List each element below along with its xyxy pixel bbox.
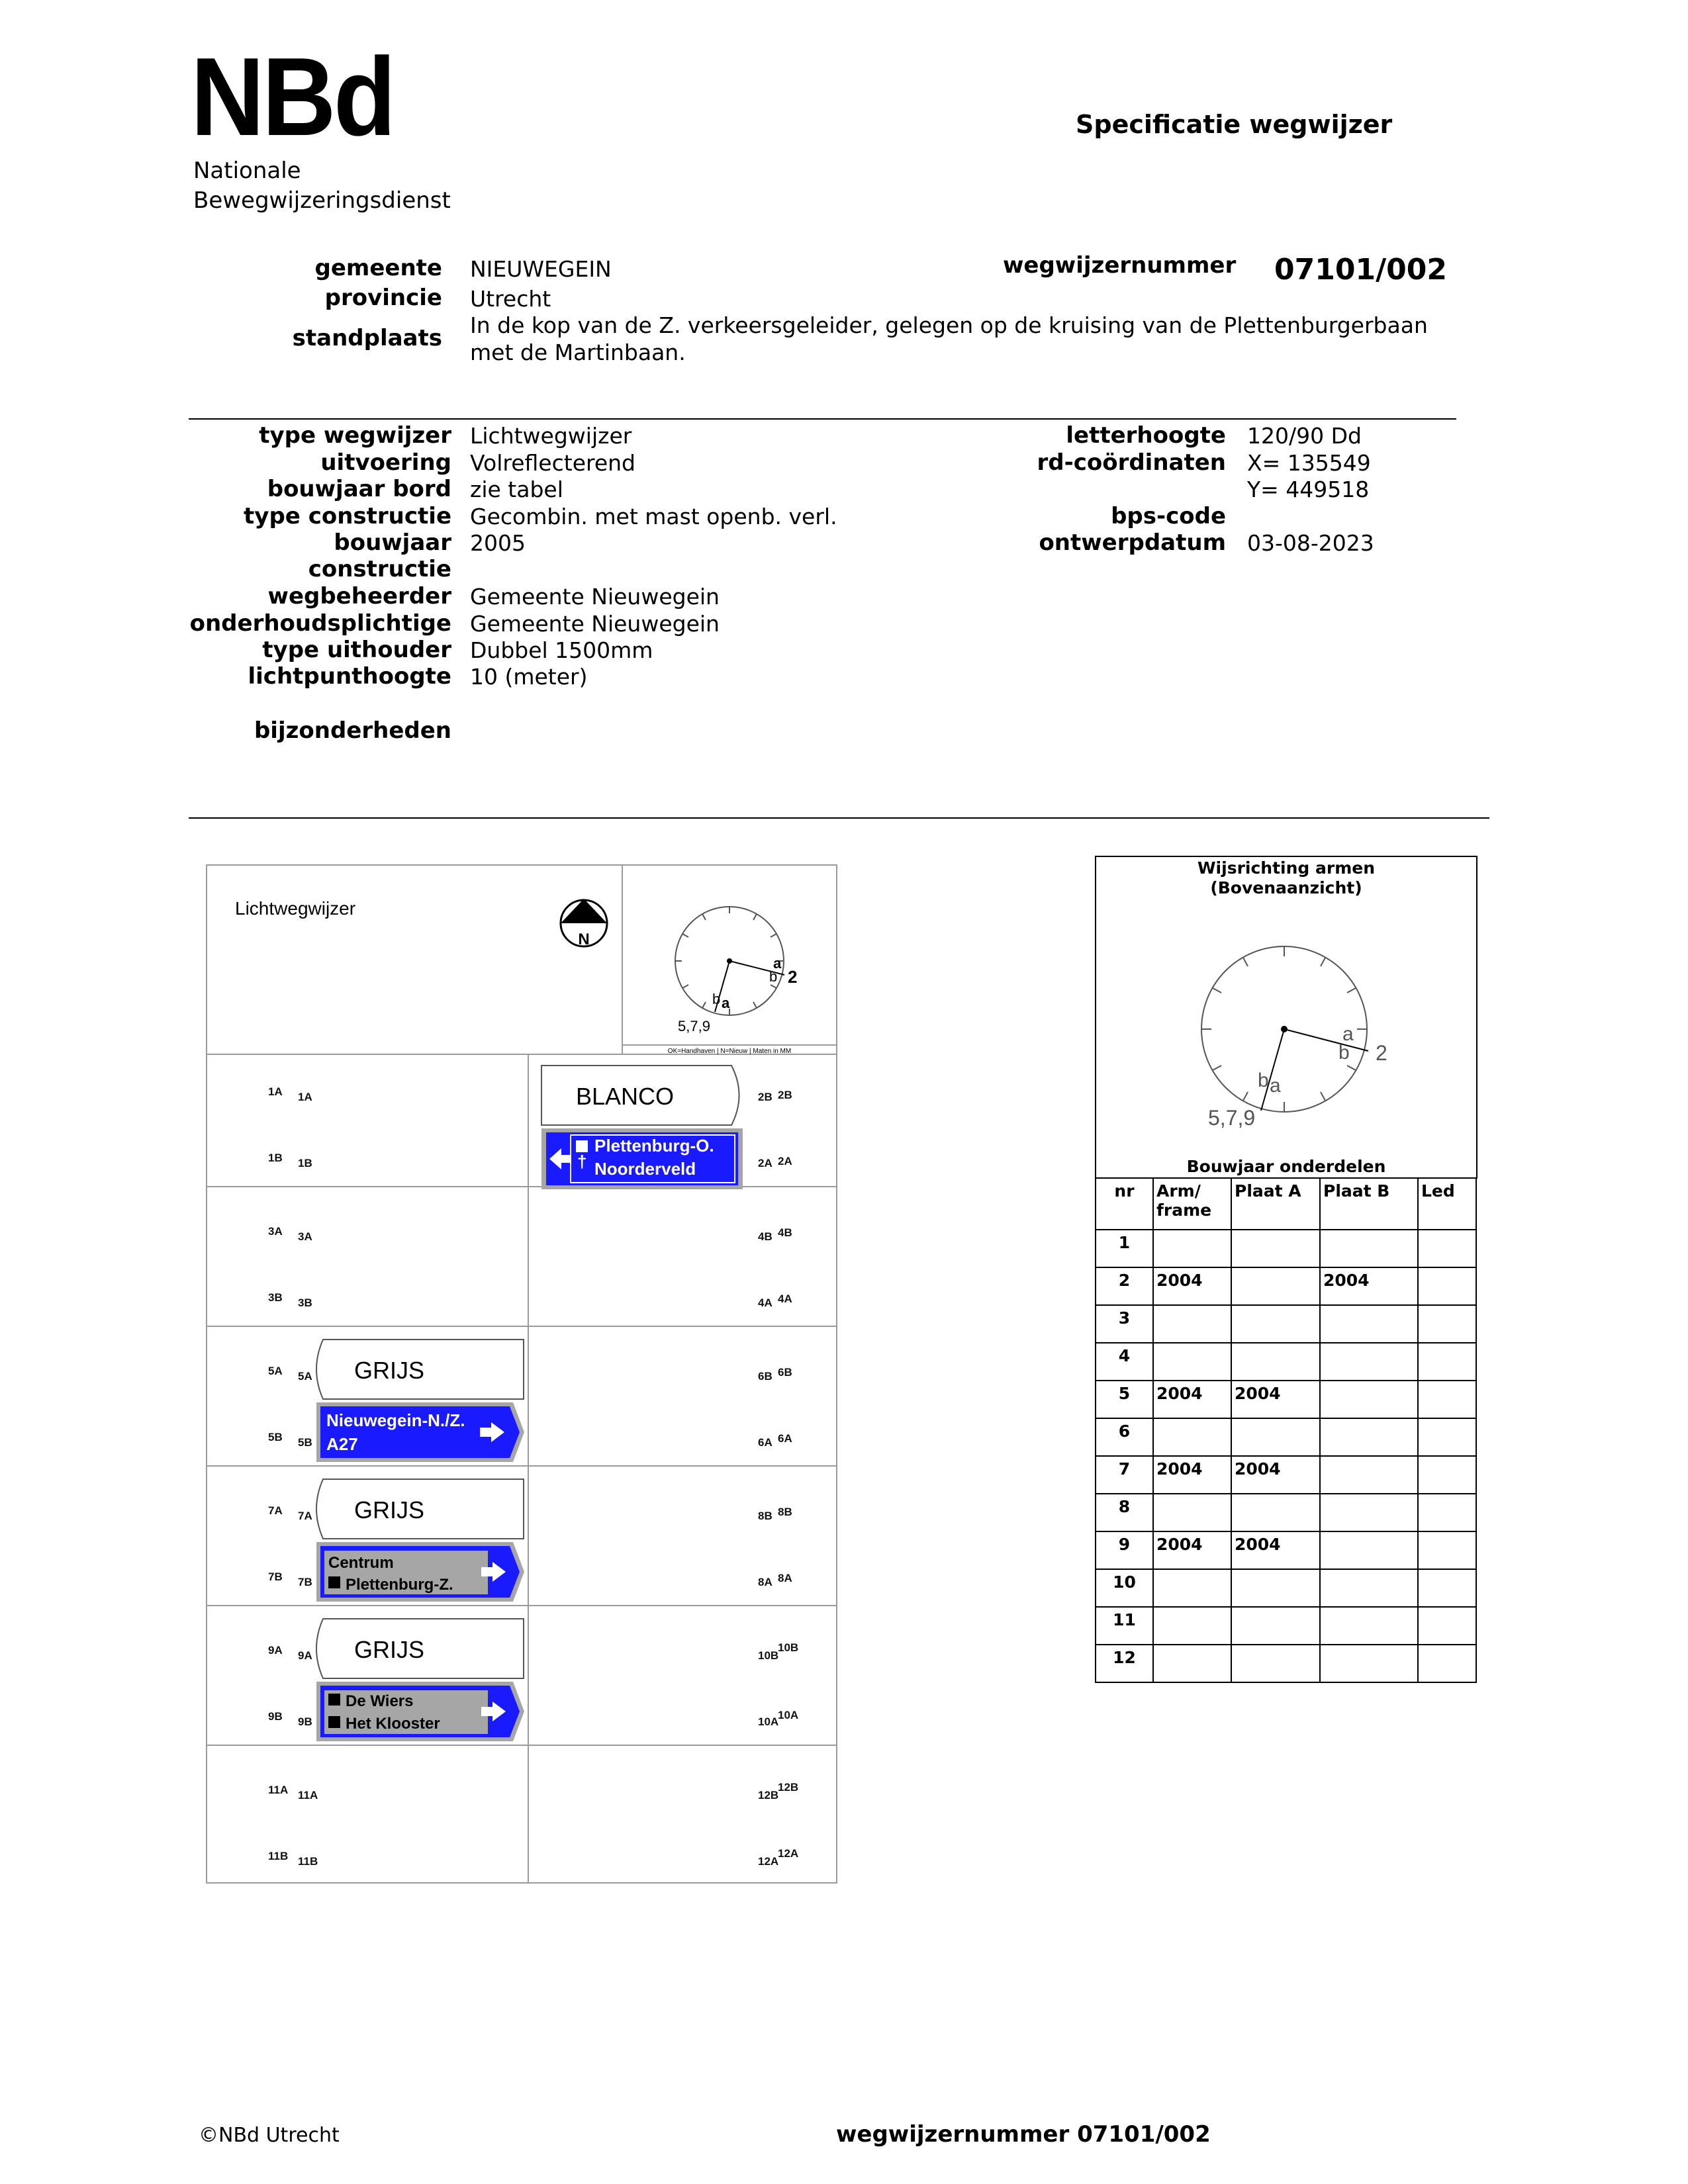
sign-7b xyxy=(316,1542,524,1602)
header-led: Led xyxy=(1418,1178,1476,1230)
city-icon xyxy=(328,1576,340,1588)
svg-text:10A: 10A xyxy=(758,1715,779,1728)
rd-coordinaten-label: rd-coördinaten xyxy=(1037,449,1226,476)
svg-text:8B: 8B xyxy=(758,1510,773,1522)
svg-text:8A: 8A xyxy=(778,1572,792,1584)
svg-text:5,7,9: 5,7,9 xyxy=(678,1018,710,1034)
svg-text:5B: 5B xyxy=(298,1436,312,1449)
svg-text:7A: 7A xyxy=(268,1504,283,1517)
table-row: 7 2004 2004 xyxy=(1096,1456,1476,1494)
rd-y-value: Y= 449518 xyxy=(1247,477,1370,502)
svg-text:3B: 3B xyxy=(268,1291,283,1304)
svg-text:3A: 3A xyxy=(298,1230,312,1243)
gemeente-label: gemeente xyxy=(314,255,442,281)
svg-text:9B: 9B xyxy=(298,1715,312,1728)
svg-text:b: b xyxy=(1338,1042,1350,1064)
diagram-legend: OK=Handhaven | N=Nieuw | Maten in MM xyxy=(667,1048,792,1055)
svg-text:12A: 12A xyxy=(778,1847,799,1860)
uitvoering-label: uitvoering xyxy=(320,449,451,476)
sign-5b xyxy=(316,1402,524,1462)
onderhoudsplichtige-label: onderhoudsplichtige xyxy=(189,610,451,637)
svg-text:4A: 4A xyxy=(778,1293,792,1305)
logo-line-2: Bewegwijzeringsdienst xyxy=(193,187,451,214)
svg-text:11A: 11A xyxy=(298,1789,318,1801)
north-arrow-icon xyxy=(561,899,607,948)
svg-text:Noorderveld: Noorderveld xyxy=(594,1159,696,1179)
svg-text:3B: 3B xyxy=(298,1297,312,1309)
svg-text:2B: 2B xyxy=(778,1089,792,1101)
wegwijzernummer-value: 07101/002 xyxy=(1274,253,1447,287)
table-row: 11 xyxy=(1096,1607,1476,1645)
uitvoering-value: Volreflecterend xyxy=(470,450,635,476)
standplaats-label: standplaats xyxy=(292,325,442,351)
type-wegwijzer-value: Lichtwegwijzer xyxy=(470,423,632,449)
diagram-title: Lichtwegwijzer xyxy=(235,898,356,919)
wijsrichting-title-2: (Bovenaanzicht) xyxy=(1210,878,1362,897)
sign-7a-grijs xyxy=(316,1479,524,1539)
city-icon xyxy=(328,1716,340,1728)
svg-text:5,7,9: 5,7,9 xyxy=(1208,1106,1256,1130)
page-title: Specificatie wegwijzer xyxy=(1076,110,1393,139)
svg-text:a: a xyxy=(1270,1075,1281,1097)
svg-text:4B: 4B xyxy=(758,1230,773,1243)
svg-text:9B: 9B xyxy=(268,1710,283,1723)
provincie-label: provincie xyxy=(324,285,442,311)
rd-x-value: X= 135549 xyxy=(1247,450,1371,476)
svg-text:GRIJS: GRIJS xyxy=(354,1636,425,1663)
gemeente-value: NIEUWEGEIN xyxy=(470,256,612,282)
table-row: 6 xyxy=(1096,1418,1476,1456)
ontwerpdatum-value: 03-08-2023 xyxy=(1247,530,1374,556)
header-arm-frame: Arm/ frame xyxy=(1153,1178,1231,1230)
svg-text:Het Klooster: Het Klooster xyxy=(346,1715,440,1733)
svg-text:A27: A27 xyxy=(326,1434,358,1454)
svg-text:8B: 8B xyxy=(778,1506,792,1518)
divider-bottom xyxy=(189,817,1489,819)
standplaats-line-2: met de Martinbaan. xyxy=(470,340,686,365)
bouwjaar-constructie-label: bouwjaar xyxy=(334,529,451,556)
bouwjaar-table xyxy=(1095,1177,1477,1683)
bouwjaar-constructie-label-2: constructie xyxy=(308,556,451,582)
onderhoudsplichtige-value: Gemeente Nieuwegein xyxy=(470,611,720,637)
bijzonderheden-label: bijzonderheden xyxy=(254,717,451,744)
svg-text:6A: 6A xyxy=(778,1432,792,1445)
svg-text:4A: 4A xyxy=(758,1297,773,1309)
svg-text:1B: 1B xyxy=(298,1157,312,1169)
table-row: 9 2004 2004 xyxy=(1096,1531,1476,1569)
svg-text:GRIJS: GRIJS xyxy=(354,1496,425,1524)
svg-text:11A: 11A xyxy=(268,1784,289,1796)
svg-text:5B: 5B xyxy=(268,1431,283,1443)
svg-text:2B: 2B xyxy=(758,1091,773,1103)
wegbeheerder-value: Gemeente Nieuwegein xyxy=(470,584,720,610)
ontwerpdatum-label: ontwerpdatum xyxy=(1039,529,1226,556)
wegbeheerder-label: wegbeheerder xyxy=(267,583,451,610)
svg-text:7B: 7B xyxy=(298,1576,312,1588)
svg-text:5A: 5A xyxy=(268,1365,283,1377)
route-icon: † xyxy=(577,1152,587,1171)
svg-text:2: 2 xyxy=(788,967,798,987)
svg-text:10B: 10B xyxy=(778,1641,799,1654)
table-row: 1 xyxy=(1096,1230,1476,1267)
standplaats-line-1: In de kop van de Z. verkeersgeleider, gelegen op de kruising van de Plettenburgerbaan xyxy=(470,312,1428,338)
letterhoogte-value: 120/90 Dd xyxy=(1247,423,1362,449)
table-row: 10 xyxy=(1096,1569,1476,1607)
svg-text:11B: 11B xyxy=(298,1855,318,1868)
svg-text:6B: 6B xyxy=(758,1370,773,1383)
svg-text:a: a xyxy=(1342,1023,1354,1045)
logo-line-1: Nationale xyxy=(193,158,301,184)
svg-text:6B: 6B xyxy=(778,1366,792,1379)
svg-text:8A: 8A xyxy=(758,1576,773,1588)
svg-text:10A: 10A xyxy=(778,1709,799,1721)
sign-2a xyxy=(541,1128,743,1189)
lichtpunthoogte-label: lichtpunthoogte xyxy=(248,663,451,690)
svg-text:1A: 1A xyxy=(298,1091,312,1103)
svg-text:3A: 3A xyxy=(268,1225,283,1238)
svg-text:4B: 4B xyxy=(778,1226,792,1239)
sign-9a-grijs xyxy=(316,1619,524,1678)
table-row: 12 xyxy=(1096,1645,1476,1682)
sign-2b-blanco xyxy=(541,1066,739,1125)
svg-text:9A: 9A xyxy=(268,1644,283,1657)
wijsrichting-title-1: Wijsrichting armen xyxy=(1197,858,1376,878)
svg-text:Centrum: Centrum xyxy=(328,1554,394,1572)
header-plaat-a: Plaat A xyxy=(1231,1178,1320,1230)
type-constructie-label: type constructie xyxy=(244,503,451,529)
type-constructie-value: Gecombin. met mast openb. verl. xyxy=(470,504,837,529)
svg-text:9A: 9A xyxy=(298,1649,312,1662)
type-wegwijzer-label: type wegwijzer xyxy=(259,422,451,449)
svg-text:2A: 2A xyxy=(778,1155,792,1167)
svg-text:a: a xyxy=(722,995,730,1011)
bouwjaar-constructie-value: 2005 xyxy=(470,530,526,556)
type-uithouder-label: type uithouder xyxy=(262,637,451,663)
table-row: 3 xyxy=(1096,1305,1476,1343)
svg-text:BLANCO: BLANCO xyxy=(576,1083,675,1110)
bouwjaar-bord-label: bouwjaar bord xyxy=(267,476,451,502)
svg-text:12B: 12B xyxy=(778,1781,799,1794)
header-nr: nr xyxy=(1096,1178,1153,1230)
bouwjaar-title: Bouwjaar onderdelen xyxy=(1186,1157,1386,1176)
svg-text:11B: 11B xyxy=(268,1850,289,1862)
table-header-row xyxy=(1096,1178,1476,1230)
city-icon xyxy=(576,1140,588,1152)
bps-code-label: bps-code xyxy=(1111,503,1226,529)
letterhoogte-label: letterhoogte xyxy=(1066,422,1226,449)
lichtpunthoogte-value: 10 (meter) xyxy=(470,664,588,690)
table-row: 4 xyxy=(1096,1343,1476,1381)
compass-small xyxy=(675,907,797,1034)
wegwijzernummer-label: wegwijzernummer xyxy=(1003,252,1237,279)
svg-text:2: 2 xyxy=(1376,1041,1387,1065)
svg-text:a: a xyxy=(773,955,782,972)
svg-text:6A: 6A xyxy=(758,1436,773,1449)
table-row: 2 2004 2004 xyxy=(1096,1267,1476,1305)
logo-subtitle xyxy=(193,156,451,216)
table-row: 8 xyxy=(1096,1494,1476,1531)
sign-diagram xyxy=(205,864,841,1889)
provincie-value: Utrecht xyxy=(470,286,551,312)
type-uithouder-value: Dubbel 1500mm xyxy=(470,637,653,663)
compass-large xyxy=(1178,927,1417,1145)
svg-text:1A: 1A xyxy=(268,1085,283,1098)
bouwjaar-bord-value: zie tabel xyxy=(470,477,563,502)
city-icon xyxy=(328,1694,340,1706)
logo-mark: NBd xyxy=(191,34,394,159)
header-plaat-b: Plaat B xyxy=(1320,1178,1418,1230)
table-row: 5 2004 2004 xyxy=(1096,1381,1476,1418)
footer-number: wegwijzernummer 07101/002 xyxy=(836,2121,1211,2148)
footer-copyright: ©NBd Utrecht xyxy=(199,2124,340,2147)
divider-top xyxy=(189,418,1456,420)
svg-text:5A: 5A xyxy=(298,1370,312,1383)
svg-text:Plettenburg-Z.: Plettenburg-Z. xyxy=(346,1576,453,1594)
svg-text:2A: 2A xyxy=(758,1157,773,1169)
svg-text:b: b xyxy=(1258,1069,1269,1091)
sign-5a-grijs xyxy=(316,1340,524,1399)
svg-text:b: b xyxy=(769,968,778,985)
svg-text:12A: 12A xyxy=(758,1855,779,1868)
svg-text:De Wiers: De Wiers xyxy=(346,1692,414,1710)
svg-text:1B: 1B xyxy=(268,1152,283,1164)
svg-text:12B: 12B xyxy=(758,1789,779,1801)
svg-text:b: b xyxy=(712,991,721,1007)
svg-text:7B: 7B xyxy=(268,1570,283,1583)
wijsrichting-title xyxy=(1095,858,1477,898)
sign-9b xyxy=(316,1682,524,1741)
svg-text:Plettenburg-O.: Plettenburg-O. xyxy=(594,1136,714,1156)
svg-text:10B: 10B xyxy=(758,1649,779,1662)
svg-text:GRIJS: GRIJS xyxy=(354,1357,425,1384)
svg-text:7A: 7A xyxy=(298,1510,312,1522)
svg-text:N: N xyxy=(578,931,590,948)
svg-text:Nieuwegein-N./Z.: Nieuwegein-N./Z. xyxy=(326,1410,465,1430)
